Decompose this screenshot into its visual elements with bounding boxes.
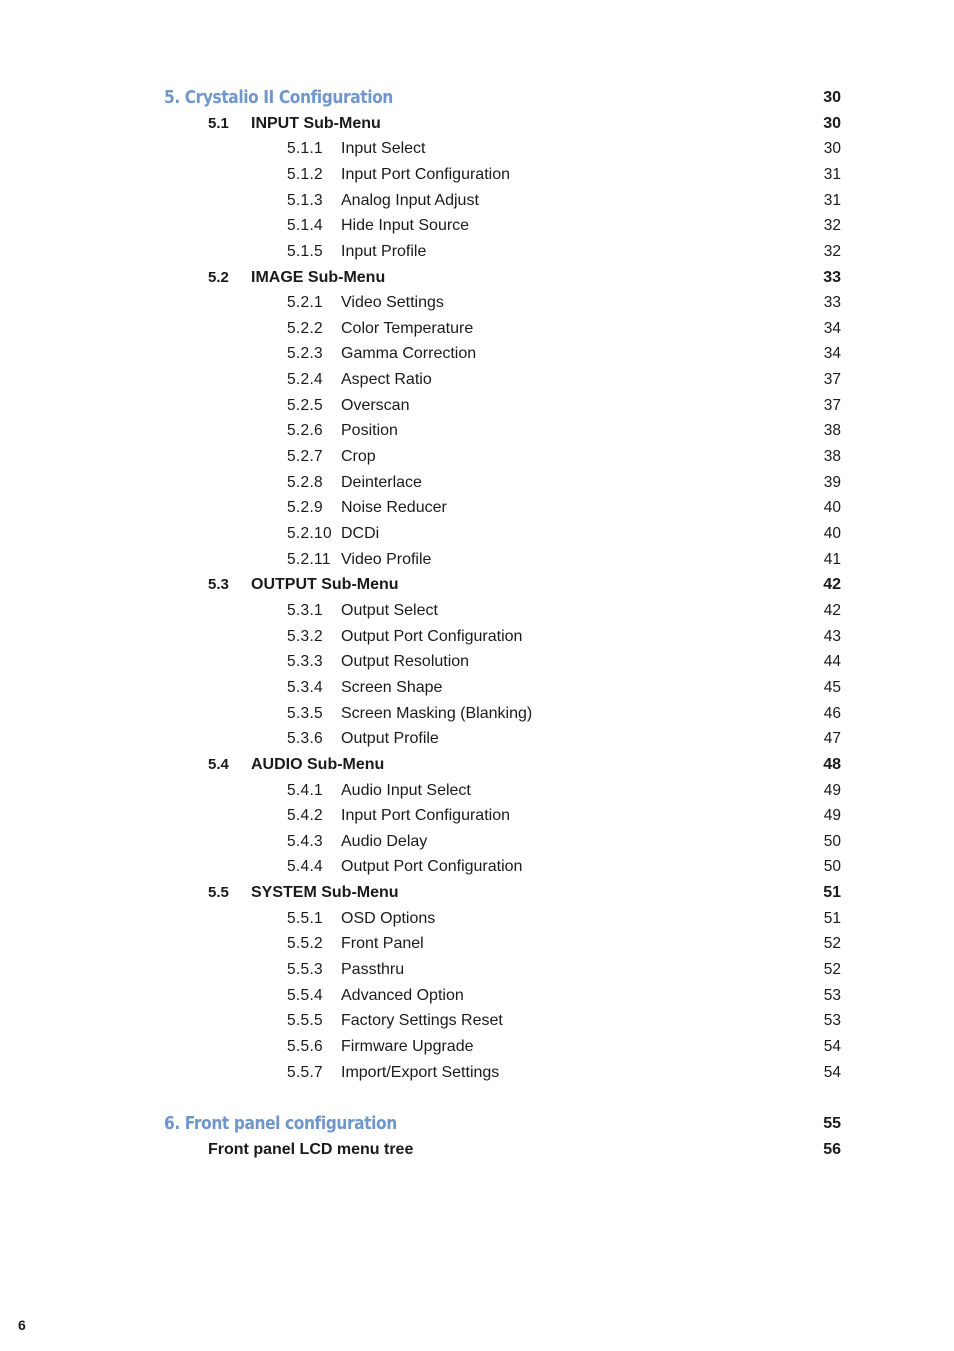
toc-entry-number: 5.5.1 bbox=[287, 910, 323, 927]
toc-entry-title: Gamma Correction bbox=[341, 345, 477, 362]
toc-entry-number: 5.3.2 bbox=[287, 628, 323, 645]
toc-entry-title: Import/Export Settings bbox=[341, 1064, 500, 1081]
toc-entry-number: 5.2.10 bbox=[287, 525, 332, 542]
toc-entry-page: 40 bbox=[823, 499, 841, 516]
toc-sub-row bbox=[0, 960, 954, 984]
toc-entry-title: Passthru bbox=[341, 961, 405, 978]
toc-entry-page: 38 bbox=[823, 422, 841, 439]
toc-entry-page: 44 bbox=[823, 653, 841, 670]
toc-entry-title: AUDIO Sub-Menu bbox=[251, 756, 385, 773]
toc-entry-page: 47 bbox=[823, 730, 841, 747]
toc-sub-row bbox=[0, 396, 954, 420]
toc-entry-number: 5.2.1 bbox=[287, 294, 323, 311]
toc-sub-row bbox=[0, 1063, 954, 1087]
toc-sub-row bbox=[0, 242, 954, 266]
toc-entry-title: 5. Crystalio II Configuration bbox=[164, 87, 393, 108]
toc-entry-title: Noise Reducer bbox=[341, 499, 447, 516]
toc-entry-title: Position bbox=[341, 422, 398, 439]
toc-entry-number: 5.3 bbox=[208, 576, 229, 593]
toc-entry-number: 5.1.4 bbox=[287, 217, 323, 234]
toc-entry-page: 50 bbox=[823, 858, 841, 875]
toc-chapter-row bbox=[0, 1114, 954, 1138]
toc-entry-page: 52 bbox=[823, 935, 841, 952]
toc-sub-row bbox=[0, 832, 954, 856]
toc-entry-page: 43 bbox=[823, 628, 841, 645]
toc-entry-number: 5.1 bbox=[208, 115, 229, 132]
toc-entry-page: 42 bbox=[823, 602, 841, 619]
toc-entry-title: Output Resolution bbox=[341, 653, 470, 670]
toc-entry-title: Output Profile bbox=[341, 730, 439, 747]
toc-entry-title: INPUT Sub-Menu bbox=[251, 115, 381, 132]
toc-entry-page: 34 bbox=[823, 320, 841, 337]
toc-sub-row bbox=[0, 781, 954, 805]
toc-entry-number: 5.1.1 bbox=[287, 140, 323, 157]
toc-entry-number: 5.1.5 bbox=[287, 243, 323, 260]
toc-sub-row bbox=[0, 344, 954, 368]
toc-section-row bbox=[0, 114, 954, 138]
toc-entry-number: 5.3.3 bbox=[287, 653, 323, 670]
toc-entry-page: 41 bbox=[823, 551, 841, 568]
toc-entry-page: 31 bbox=[823, 166, 841, 183]
toc-sub-row bbox=[0, 216, 954, 240]
toc-sub-row bbox=[0, 421, 954, 445]
toc-entry-number: 5.4 bbox=[208, 756, 229, 773]
toc-entry-number: 5.3.1 bbox=[287, 602, 323, 619]
toc-plain-row bbox=[0, 1140, 954, 1164]
toc-chapter-row bbox=[0, 88, 954, 112]
toc-entry-page: 31 bbox=[823, 192, 841, 209]
toc-entry-page: 53 bbox=[823, 987, 841, 1004]
toc-sub-row bbox=[0, 1037, 954, 1061]
toc-entry-number: 5.5 bbox=[208, 884, 229, 901]
toc-entry-title: 6. Front panel configuration bbox=[164, 1113, 397, 1134]
toc-entry-number: 5.4.2 bbox=[287, 807, 323, 824]
toc-entry-page: 51 bbox=[823, 884, 841, 901]
toc-entry-title: Input Select bbox=[341, 140, 426, 157]
toc-entry-page: 48 bbox=[823, 756, 841, 773]
toc-sub-row bbox=[0, 986, 954, 1010]
toc-entry-page: 54 bbox=[823, 1038, 841, 1055]
toc-entry-title: Factory Settings Reset bbox=[341, 1012, 503, 1029]
toc-entry-page: 33 bbox=[823, 294, 841, 311]
toc-sub-row bbox=[0, 806, 954, 830]
toc-entry-page: 40 bbox=[823, 525, 841, 542]
toc-entry-number: 5.1.3 bbox=[287, 192, 323, 209]
toc-entry-page: 53 bbox=[823, 1012, 841, 1029]
toc-entry-page: 42 bbox=[823, 576, 841, 593]
toc-entry-page: 38 bbox=[823, 448, 841, 465]
toc-entry-title: Video Settings bbox=[341, 294, 444, 311]
toc-entry-page: 30 bbox=[823, 89, 841, 106]
toc-entry-page: 39 bbox=[823, 474, 841, 491]
toc-sub-row bbox=[0, 652, 954, 676]
toc-entry-number: 5.3.6 bbox=[287, 730, 323, 747]
toc-sub-row bbox=[0, 857, 954, 881]
toc-entry-number: 5.3.4 bbox=[287, 679, 323, 696]
toc-sub-row bbox=[0, 447, 954, 471]
toc-entry-title: OUTPUT Sub-Menu bbox=[251, 576, 399, 593]
toc-entry-title: Front panel LCD menu tree bbox=[208, 1141, 414, 1158]
toc-sub-row bbox=[0, 678, 954, 702]
toc-section-row bbox=[0, 575, 954, 599]
toc-entry-number: 5.5.3 bbox=[287, 961, 323, 978]
toc-entry-title: Advanced Option bbox=[341, 987, 464, 1004]
toc-entry-title: Overscan bbox=[341, 397, 410, 414]
toc-entry-page: 52 bbox=[823, 961, 841, 978]
toc-sub-row bbox=[0, 293, 954, 317]
toc-entry-title: Front Panel bbox=[341, 935, 424, 952]
toc-entry-number: 5.3.5 bbox=[287, 705, 323, 722]
toc-entry-title: Video Profile bbox=[341, 551, 432, 568]
toc-sub-row bbox=[0, 139, 954, 163]
toc-entry-title: Output Port Configuration bbox=[341, 628, 523, 645]
toc-sub-row bbox=[0, 1011, 954, 1035]
toc-entry-number: 5.5.5 bbox=[287, 1012, 323, 1029]
toc-entry-number: 5.2 bbox=[208, 269, 229, 286]
toc-entry-title: Screen Shape bbox=[341, 679, 443, 696]
toc-entry-title: DCDi bbox=[341, 525, 380, 542]
toc-section-row bbox=[0, 268, 954, 292]
toc-sub-row bbox=[0, 729, 954, 753]
toc-entry-page: 37 bbox=[823, 371, 841, 388]
toc-entry-page: 49 bbox=[823, 782, 841, 799]
toc-entry-page: 30 bbox=[823, 140, 841, 157]
toc-entry-number: 5.2.5 bbox=[287, 397, 323, 414]
toc-entry-number: 5.4.1 bbox=[287, 782, 323, 799]
toc-sub-row bbox=[0, 370, 954, 394]
toc-entry-page: 37 bbox=[823, 397, 841, 414]
toc-entry-title: Deinterlace bbox=[341, 474, 422, 491]
toc-entry-number: 5.2.8 bbox=[287, 474, 323, 491]
toc-entry-page: 34 bbox=[823, 345, 841, 362]
toc-entry-number: 5.2.6 bbox=[287, 422, 323, 439]
toc-entry-page: 46 bbox=[823, 705, 841, 722]
toc-entry-page: 30 bbox=[823, 115, 841, 132]
toc-entry-number: 5.1.2 bbox=[287, 166, 323, 183]
toc-entry-title: Output Select bbox=[341, 602, 438, 619]
toc-sub-row bbox=[0, 704, 954, 728]
toc-sub-row bbox=[0, 601, 954, 625]
toc-entry-page: 56 bbox=[823, 1141, 841, 1158]
toc-entry-title: Audio Delay bbox=[341, 833, 428, 850]
toc-entry-title: Crop bbox=[341, 448, 376, 465]
toc-entry-title: Analog Input Adjust bbox=[341, 192, 479, 209]
toc-sub-row bbox=[0, 473, 954, 497]
toc-entry-title: SYSTEM Sub-Menu bbox=[251, 884, 399, 901]
toc-entry-title: Audio Input Select bbox=[341, 782, 471, 799]
toc-entry-title: Aspect Ratio bbox=[341, 371, 432, 388]
toc-entry-title: Input Port Configuration bbox=[341, 166, 510, 183]
toc-entry-title: Input Port Configuration bbox=[341, 807, 510, 824]
toc-sub-row bbox=[0, 191, 954, 215]
toc-entry-number: 5.5.7 bbox=[287, 1064, 323, 1081]
toc-entry-title: Color Temperature bbox=[341, 320, 474, 337]
toc-entry-page: 32 bbox=[823, 243, 841, 260]
toc-entry-page: 33 bbox=[823, 269, 841, 286]
toc-entry-title: Firmware Upgrade bbox=[341, 1038, 474, 1055]
toc-entry-number: 5.2.7 bbox=[287, 448, 323, 465]
toc-entry-page: 45 bbox=[823, 679, 841, 696]
toc-entry-number: 5.2.11 bbox=[287, 551, 331, 568]
toc-entry-title: Output Port Configuration bbox=[341, 858, 523, 875]
toc-sub-row bbox=[0, 319, 954, 343]
toc-entry-title: OSD Options bbox=[341, 910, 436, 927]
toc-entry-page: 51 bbox=[823, 910, 841, 927]
toc-sub-row bbox=[0, 165, 954, 189]
toc-entry-number: 5.2.9 bbox=[287, 499, 323, 516]
toc-entry-number: 5.2.3 bbox=[287, 345, 323, 362]
toc-entry-page: 55 bbox=[823, 1115, 841, 1132]
toc-entry-title: Hide Input Source bbox=[341, 217, 470, 234]
toc-entry-number: 5.4.3 bbox=[287, 833, 323, 850]
toc-sub-row bbox=[0, 550, 954, 574]
toc-entry-page: 54 bbox=[823, 1064, 841, 1081]
toc-sub-row bbox=[0, 627, 954, 651]
toc-sub-row bbox=[0, 909, 954, 933]
toc-section-row bbox=[0, 755, 954, 779]
toc-sub-row bbox=[0, 498, 954, 522]
toc-section-row bbox=[0, 883, 954, 907]
toc-entry-title: Screen Masking (Blanking) bbox=[341, 705, 533, 722]
page-number: 6 bbox=[18, 1317, 26, 1333]
toc-entry-number: 5.4.4 bbox=[287, 858, 323, 875]
toc-entry-number: 5.5.6 bbox=[287, 1038, 323, 1055]
toc-entry-title: IMAGE Sub-Menu bbox=[251, 269, 386, 286]
toc-entry-number: 5.5.2 bbox=[287, 935, 323, 952]
toc-sub-row bbox=[0, 524, 954, 548]
toc-entry-title: Input Profile bbox=[341, 243, 427, 260]
toc-entry-page: 49 bbox=[823, 807, 841, 824]
toc-entry-page: 32 bbox=[823, 217, 841, 234]
toc-entry-number: 5.2.4 bbox=[287, 371, 323, 388]
toc-entry-number: 5.2.2 bbox=[287, 320, 323, 337]
toc-entry-page: 50 bbox=[823, 833, 841, 850]
toc-entry-number: 5.5.4 bbox=[287, 987, 323, 1004]
toc-sub-row bbox=[0, 934, 954, 958]
